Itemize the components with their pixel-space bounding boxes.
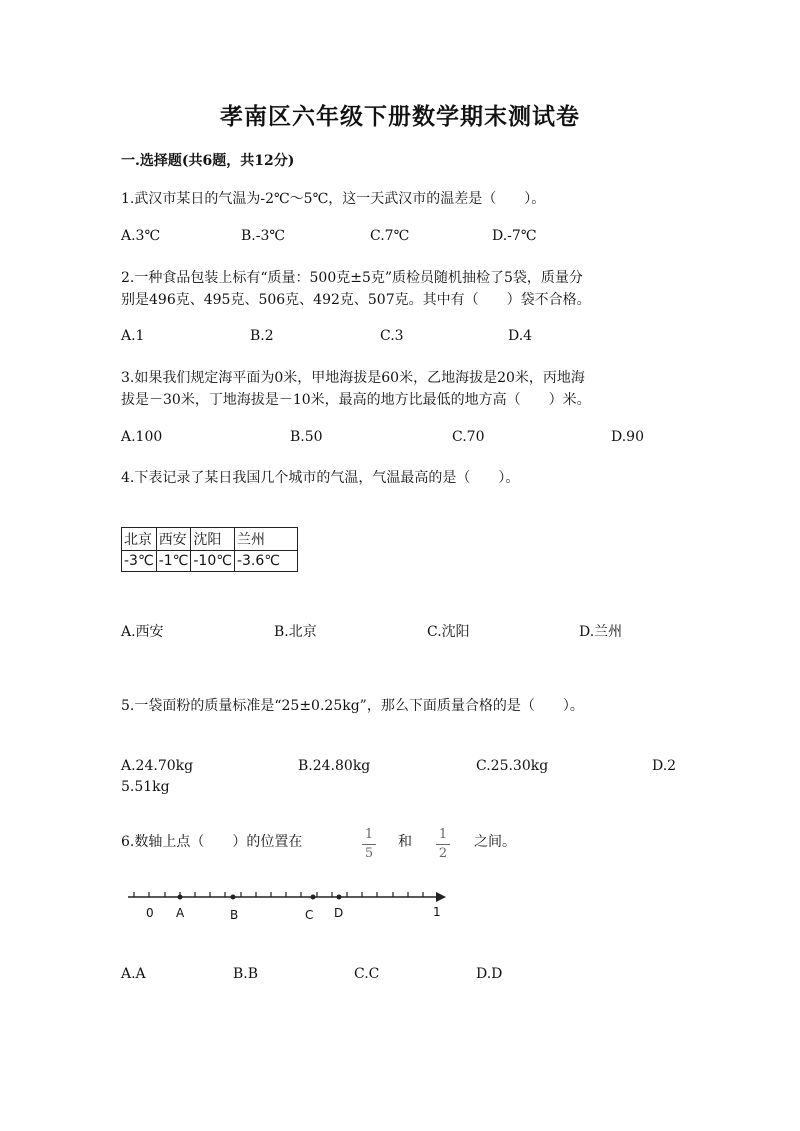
fraction-denominator: 2 xyxy=(438,846,448,861)
fraction-bar xyxy=(436,844,450,845)
q3-option-c: C.70 xyxy=(452,429,485,445)
q6-option-c: C.C xyxy=(354,966,380,982)
q2-option-c: C.3 xyxy=(380,328,404,344)
number-line-label-1: 1 xyxy=(433,905,441,919)
question-6-text-mid: 和 xyxy=(398,834,412,850)
q3-option-b: B.50 xyxy=(290,429,323,445)
q1-option-a: A.3℃ xyxy=(121,228,161,244)
point-a xyxy=(178,895,183,900)
q2-option-d: D.4 xyxy=(508,328,533,344)
q5-option-c: C.25.30kg xyxy=(476,758,549,774)
table-cell-temp: -3.6℃ xyxy=(234,551,297,572)
number-line xyxy=(120,885,460,930)
number-line-label-0: 0 xyxy=(146,906,154,920)
temperature-table xyxy=(121,527,298,572)
q5-option-a: A.24.70kg xyxy=(121,758,194,774)
q4-option-c: C.沈阳 xyxy=(427,624,470,640)
fraction-denominator: 5 xyxy=(364,846,374,861)
number-line-label-d: D xyxy=(334,906,344,920)
question-3-line-2: 拔是－30米，丁地海拔是－10米，最高的地方比最低的地方高（ ）米。 xyxy=(121,392,591,408)
q3-option-a: A.100 xyxy=(121,429,163,445)
fraction-numerator: 1 xyxy=(364,827,374,842)
q1-option-d: D.-7℃ xyxy=(492,228,537,244)
q6-option-b: B.B xyxy=(233,966,259,982)
q3-option-d: D.90 xyxy=(611,429,644,445)
table-cell-temp: -10℃ xyxy=(191,551,235,572)
arrow-icon xyxy=(436,892,446,902)
table-row xyxy=(122,528,298,551)
section-heading: 一.选择题(共6题，共12分) xyxy=(121,153,295,169)
question-5-text: 5.一袋面粉的质量标准是“25±0.25kg”，那么下面质量合格的是（ ）。 xyxy=(121,698,584,714)
table-cell-city: 兰州 xyxy=(234,528,297,551)
q5-option-d: D.2 xyxy=(652,758,677,774)
fraction-one-fifth xyxy=(362,827,376,862)
number-line-label-b: B xyxy=(230,908,239,922)
q5-option-b: B.24.80kg xyxy=(298,758,371,774)
q2-option-a: A.1 xyxy=(121,328,145,344)
question-6-text-start: 6.数轴上点（ ）的位置在 xyxy=(121,834,303,850)
question-6-text-end: 之间。 xyxy=(474,834,516,850)
page-title: 孝南区六年级下册数学期末测试卷 xyxy=(220,103,580,130)
q6-option-d: D.D xyxy=(476,966,503,982)
point-d xyxy=(337,895,342,900)
q1-option-b: B.-3℃ xyxy=(241,228,286,244)
q1-option-c: C.7℃ xyxy=(370,228,410,244)
number-line-label-c: C xyxy=(305,908,314,922)
fraction-one-half xyxy=(436,827,450,862)
fraction-bar xyxy=(362,844,376,845)
table-row xyxy=(122,551,298,572)
q4-option-d: D.兰州 xyxy=(579,624,623,640)
question-2-line-1: 2.一种食品包装上标有“质量：500克±5克”质检员随机抽检了5袋，质量分 xyxy=(121,270,583,286)
question-1-text: 1.武汉市某日的气温为-2℃～5℃，这一天武汉市的温差是（ ）。 xyxy=(121,191,546,207)
table-cell-city: 北京 xyxy=(122,528,157,551)
fraction-numerator: 1 xyxy=(438,827,448,842)
table-cell-city: 沈阳 xyxy=(191,528,235,551)
point-c xyxy=(311,895,316,900)
question-3-line-1: 3.如果我们规定海平面为0米，甲地海拔是60米，乙地海拔是20米，丙地海 xyxy=(121,370,585,386)
q6-option-a: A.A xyxy=(121,966,146,982)
number-line-label-a: A xyxy=(176,906,185,920)
q2-option-b: B.2 xyxy=(250,328,274,344)
q5-option-d-continued: 5.51kg xyxy=(121,779,170,795)
question-4-text: 4.下表记录了某日我国几个城市的气温，气温最高的是（ ）。 xyxy=(121,470,520,486)
q4-option-a: A.西安 xyxy=(121,624,164,640)
table-cell-temp: -1℃ xyxy=(156,551,191,572)
q4-option-b: B.北京 xyxy=(274,624,317,640)
point-b xyxy=(231,895,236,900)
table-cell-city: 西安 xyxy=(156,528,191,551)
table-cell-temp: -3℃ xyxy=(122,551,157,572)
question-2-line-2: 别是496克、495克、506克、492克、507克。其中有（ ）袋不合格。 xyxy=(121,292,591,308)
